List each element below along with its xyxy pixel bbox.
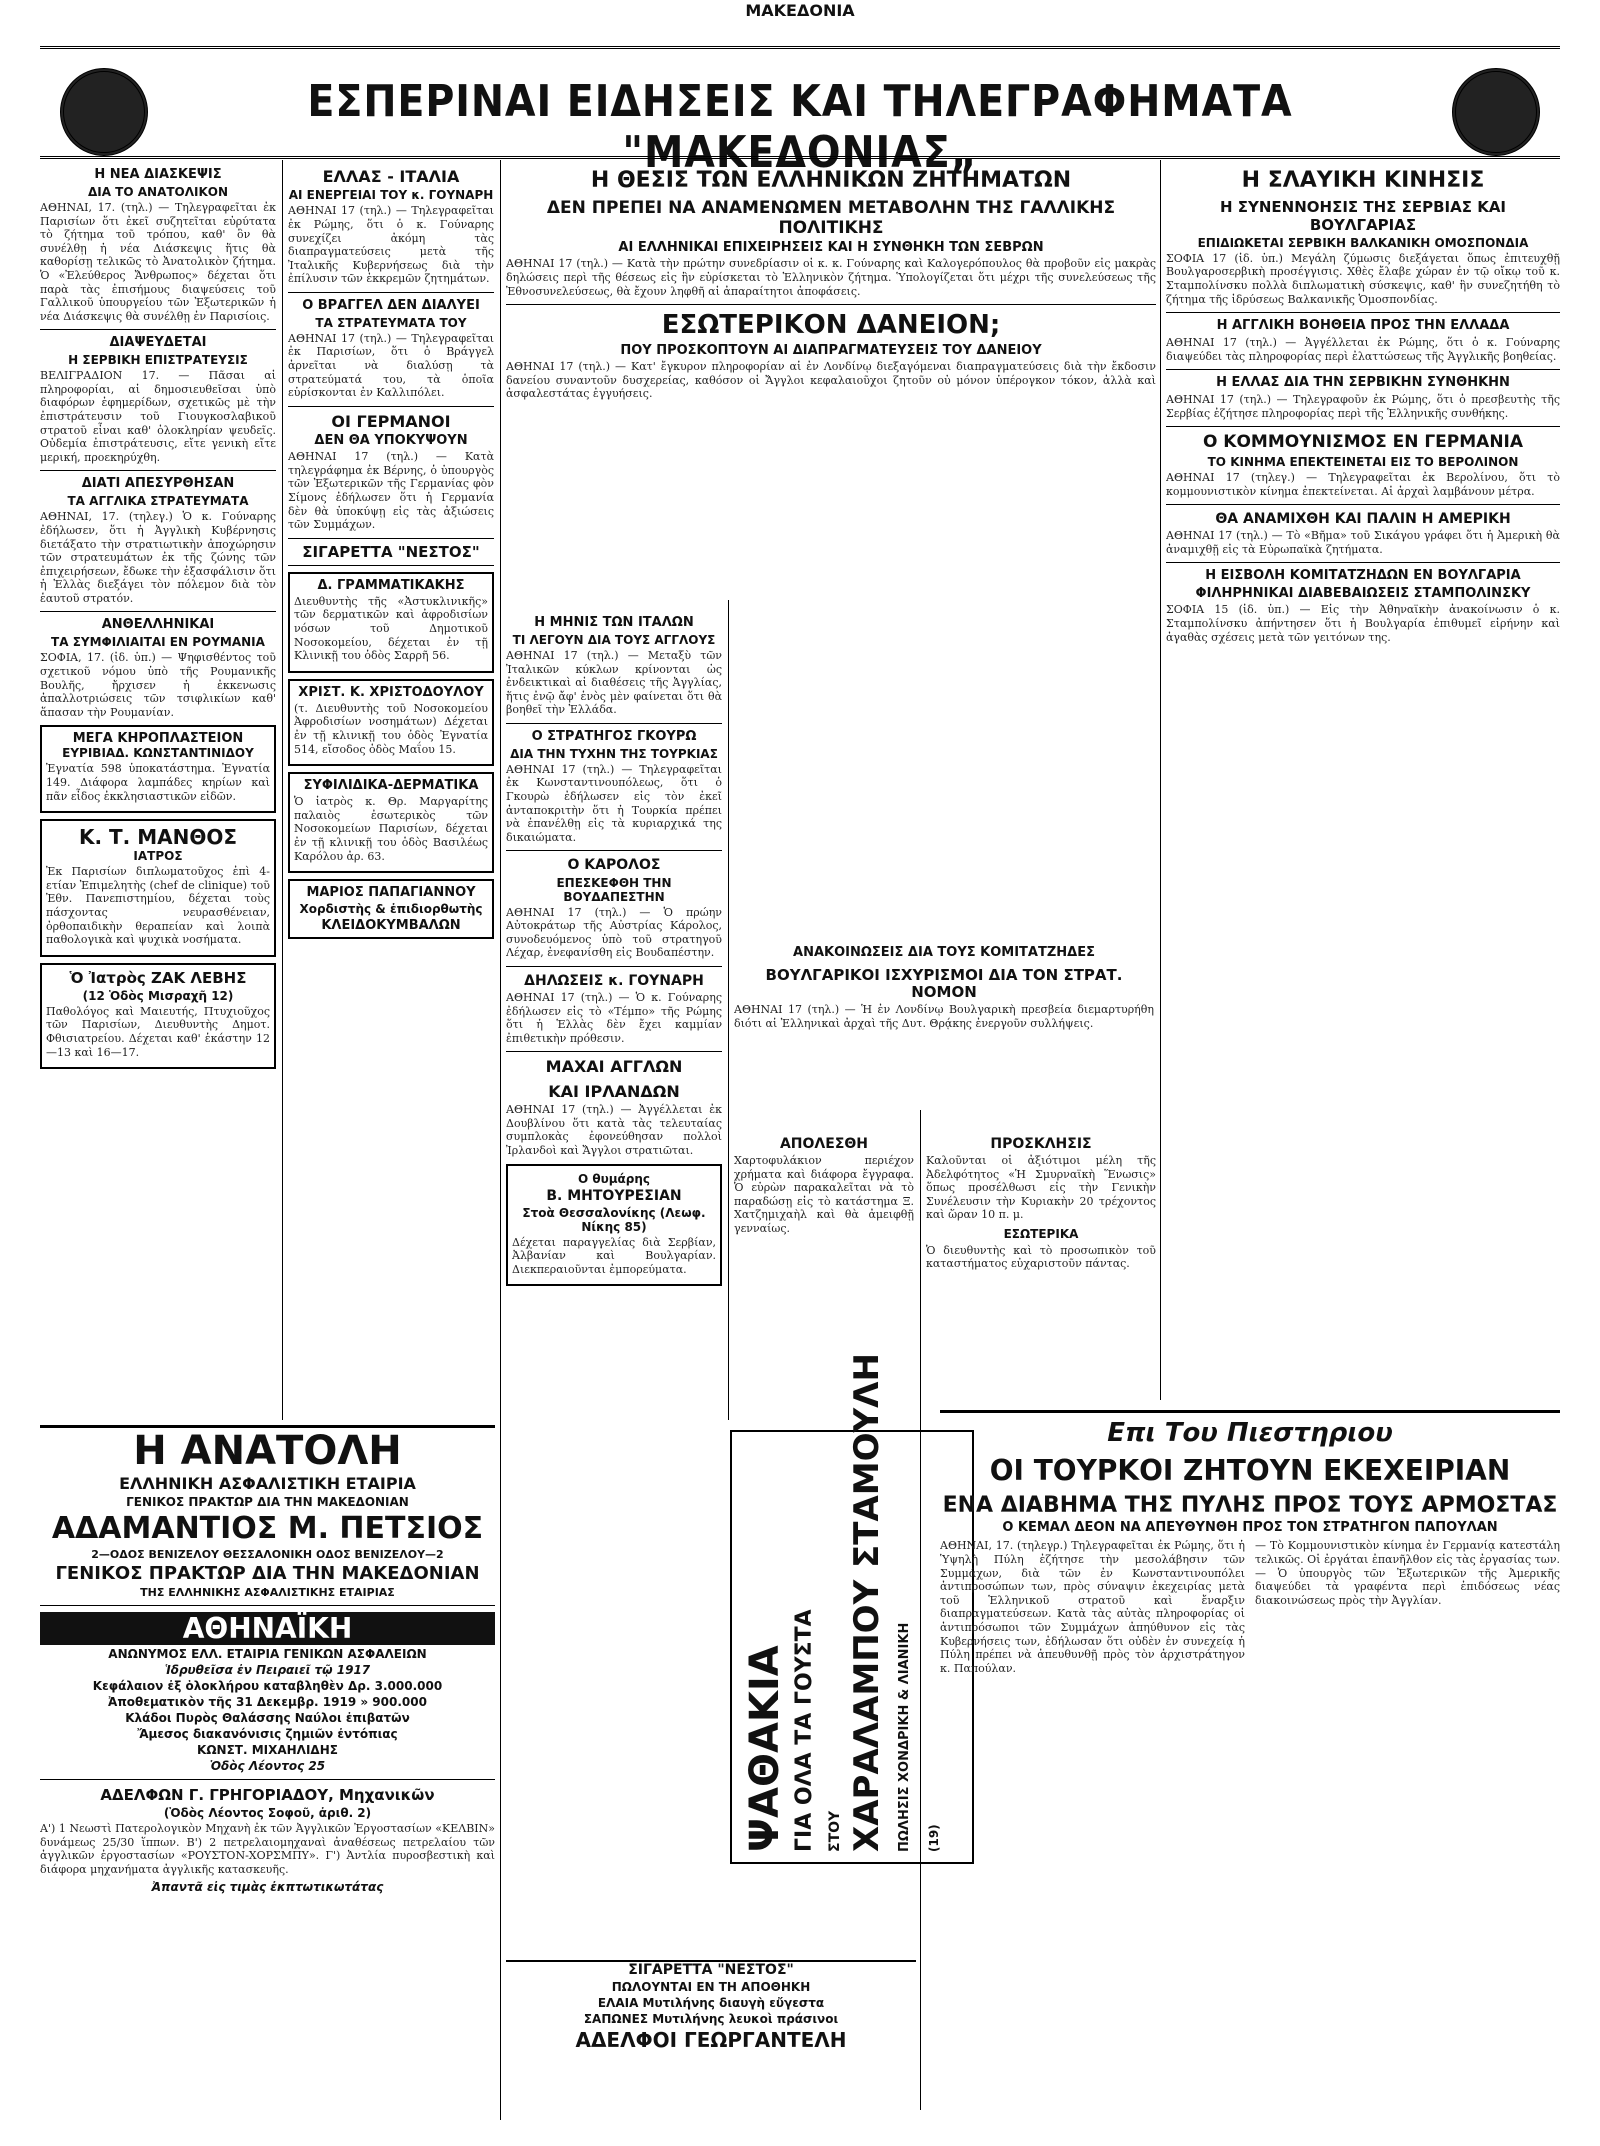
headline: ΔΙΑΨΕΥΔΕΤΑΙ [109, 335, 207, 351]
separator [506, 723, 722, 724]
article-text: ΑΘΗΝΑΙ 17 (τηλ.) — Κατ' ἔγκυρον πληροφορίαν αἱ ἐν Λονδίνῳ διεξαγόμεναι διαπραγματεύσεις διὰ τὴν ἔκδοσιν δανείου συναντοῦν δυσχερείας, καθόσον οἱ Ἄγγλοι κεφαλαιοῦχοι ζητοῦν οὐ μόνον ὑπέρογκον τόκον, ἀλλὰ καὶ ἀσφαλεστάτας ἐγγυήσεις. [506, 360, 1156, 401]
article-text: ΣΟΦΙΑ 17 (ἰδ. ὑπ.) Μεγάλη ζύμωσις διεξάγεται ὅπως ἐπιτευχθῇ Βουλγαροσερβικὴ προσέγγισις. Χθὲς ἔλαβε χώραν ἐν τῷ οἴκῳ τοῦ κ. Σταμπολίνσκυ πολλὰ διπλωματικὴ σύσκεψις, καθ' ἣν συνεζητήθη τὸ ζήτημα τῆς ἱδρύσεως Βαλκανικῆς Ὁμοσπονδίας. [1166, 251, 1560, 306]
article-text: ΑΘΗΝΑΙ, 17. (τηλεγ.) Ὁ κ. Γούναρης ἐδήλωσεν, ὅτι ἡ Ἀγγλικὴ Κυβέρνησις διετάξατο τὴν στρατιωτικὴν ἀποχώρησιν τῶν στρατευμάτων ἐκ τῆς ζώνης τῶν ἐπιχειρήσεων, ἔδωκε τὴν ἐξασφάλισιν ὅτι ἡ Ἑλλὰς διεξάγει τὸν πόλεμον διὰ τὸν ἑαυτοῦ στρατόν. [40, 510, 276, 605]
ad-text: ΣΑΠΩΝΕΣ Μυτιλήνης λευκοὶ πράσινοι [583, 2012, 839, 2026]
headline: ΕΝΑ ΔΙΑΒΗΜΑ ΤΗΣ ΠΥΛΗΣ ΠΡΟΣ ΤΟΥΣ ΑΡΜΟΣΤΑΣ [942, 1493, 1558, 1519]
column-3a [506, 610, 722, 2110]
headline: ΘΑ ΑΝΑΜΙΧΘΗ ΚΑΙ ΠΑΛΙΝ Η ΑΜΕΡΙΚΗ [1215, 511, 1511, 528]
bottom-ads [40, 1425, 495, 2118]
headline: Η ΘΕΣΙΣ ΤΩΝ ΕΛΛΗΝΙΚΩΝ ΖΗΤΗΜΑΤΩΝ [590, 168, 1072, 193]
ad-title: Δ. ΓΡΑΜΜΑΤΙΚΑΚΗΣ [317, 577, 465, 593]
separator [288, 406, 494, 407]
ad-text: Κλάδοι Πυρὸς Θαλάσσης Ναύλοι ἐπιβατῶν [125, 1711, 410, 1725]
headline: ΑΝΘΕΛΛΗΝΙΚΑΙ [101, 617, 215, 633]
article-text: Ὁ διευθυντὴς καὶ τὸ προσωπικὸν τοῦ καταστήματος εὐχαριστοῦν πάντας. [926, 1243, 1156, 1271]
ad-name: ΑΔΑΜΑΝΤΙΟΣ Μ. ΠΕΤΣΙΟΣ [51, 1511, 484, 1546]
ad-subtitle: ΙΑΤΡΟΣ [133, 849, 183, 864]
ad-subtitle: Χορδιστὴς & ἐπιδιορθωτὴς [299, 902, 483, 917]
column-rule [500, 160, 501, 2120]
article-text: ΑΘΗΝΑΙ 17 (τηλ.) — Τὸ «Βῆμα» τοῦ Σικάγου γράφει ὅτι ἡ Ἀμερικὴ θὰ ἀναμιχθῇ εἰς τὰ Εὐρωπαϊκὰ ζητήματα. [1166, 529, 1560, 556]
headline: ΔΙΑΤΙ ΑΠΕΣΥΡΘΗΣΑΝ [81, 476, 235, 492]
advertisement [288, 879, 494, 939]
article-text: — Τὸ Κομμουνιστικὸν κίνημα ἐν Γερμανίᾳ κατεστάλη τελικῶς. Οἱ ἐργάται ἐπανῆλθον εἰς τὰς ἐργασίας των. — Ὁ ὑπουργὸς τῶν Ἐξωτερικῶν τῆς Ἀμερικῆς διαψεύδει τὰ γραφέντα περὶ ἐπιδόσεως νέας διακοινώσεως πρὸς τὴν Ἀγγλίαν. [1255, 1539, 1560, 1607]
article-text: ΑΘΗΝΑΙ, 17. (τηλ.) — Τηλεγραφεῖται ἐκ Παρισίων ὅτι ἐκεῖ συζητεῖται εὐρύτατα τὸ ζήτημα τοῦ τρόπου, καθ' ὃν θὰ συνέλθῃ ἡ νέα Διάσκεψις ἥτις θὰ καθορίσῃ τελικῶς τὸ Ἀνατολικὸν ζήτημα. Ὁ «Ἐλεύθερος Ἄνθρωπος» δέχεται ὅτι παρὰ τὰς ἐπισήμους διαψεύσεις τοῦ Γαλλικοῦ ὑπουργείου τῶν Ἐξωτερικῶν ἡ νέα Διάσκεψις θὰ συνέλθῃ ἐν Παρισίοις. [40, 200, 276, 323]
ad-title: ΣΙΓΑΡΕΤΤΑ "ΝΕΣΤΟΣ" [628, 1962, 794, 1978]
separator [40, 611, 276, 612]
top-rule [40, 46, 1560, 49]
ad-title: ΜΑΡΙΟΣ ΠΑΠΑΓΙΑΝΝΟΥ [306, 885, 476, 901]
separator [40, 1605, 495, 1606]
headline: ΑΠΟΛΕΣΘΗ [779, 1136, 869, 1152]
subheadline: ΑΙ ΕΝΕΡΓΕΙΑΙ ΤΟΥ κ. ΓΟΥΝΑΡΗ [288, 188, 494, 203]
headline: ΕΛΛΑΣ - ΙΤΑΛΙΑ [322, 167, 460, 186]
separator [288, 292, 494, 293]
subheadline: Η ΣΕΡΒΙΚΗ ΕΠΙΣΤΡΑΤΕΥΣΙΣ [68, 353, 248, 368]
article-text: ΑΘΗΝΑΙ 17 (τηλ.) — Ὁ κ. Γούναρης ἐδήλωσεν εἰς τὸ «Τέμπο» τῆς Ρώμης ὅτι ἡ Ἑλλὰς δὲν ἔχει καμμίαν ἐπιθετικὴν πρόθεσιν. [506, 990, 722, 1045]
ad-text: ΕΛΑΙΑ Μυτιλήνης διαυγὴ εὔγεστα [597, 1996, 825, 2010]
headline: ΕΣΩΤΕΡΙΚΑ [1003, 1227, 1079, 1242]
subheadline: ΔΙΑ ΤΗΝ ΤΥΧΗΝ ΤΗΣ ΤΟΥΡΚΙΑΣ [510, 746, 718, 761]
banner-title: ΕΣΠΕΡΙΝΑΙ ΕΙΔΗΣΕΙΣ ΚΑΙ ΤΗΛΕΓΡΑΦΗΜΑΤΑ "ΜΑΚΕΔΟΝΙΑΣ„ [307, 76, 1293, 178]
ad-name: ΧΑΡΑΛΑΜΠΟΥ ΣΤΑΜΟΥΛΗ [847, 1353, 887, 1852]
subheadline: Ο ΚΕΜΑΛ ΔΕΟΝ ΝΑ ΑΠΕΥΘΥΝΘΗ ΠΡΟΣ ΤΟΝ ΣΤΡΑΤΗΓΟΝ ΠΑΠΟΥΛΑΝ [1002, 1520, 1498, 1536]
stop-press [940, 1410, 1560, 2113]
ad-text: Α') 1 Νεωστὶ Πατερολογικὸν Μηχανὴ ἐκ τῶν Ἀγγλικῶν Ἐργοστασίων «ΚΕΛΒΙΝ» δυνάμεως 25/30 ἵππων. Β') 2 πετρελαιομηχαναὶ ἀναθέσεως πετρελαίου τῶν ἀγγλικῶν ἐργοστασίων «ΡΟΥΣΤΟΝ-ΧΟΡΣΜΠΥ». Γ') Ἀντλία πυροσβεστικὴ καὶ διάφορα μηχανήματα ἀγγλικῆς κατασκευῆς. [40, 1822, 495, 1876]
ad-subtitle: Β. ΜΗΤΟΥΡΕΣΙΑΝ [546, 1187, 682, 1204]
column-rule [728, 600, 729, 1420]
column-5 [734, 1130, 914, 1430]
subheadline: ΑΙ ΕΛΛΗΝΙΚΑΙ ΕΠΙΧΕΙΡΗΣΕΙΣ ΚΑΙ Η ΣΥΝΘΗΚΗ ΤΩΝ ΣΕΒΡΩΝ [618, 240, 1044, 256]
stop-press-body [940, 1537, 1560, 1679]
headline: ΒΟΥΛΓΑΡΙΚΟΙ ΙΣΧΥΡΙΣΜΟΙ ΔΙΑ ΤΟΝ ΣΤΡΑΤ. ΝΟΜΟΝ [765, 965, 1123, 1002]
subheadline: ΤΑ ΣΤΡΑΤΕΥΜΑΤΑ ΤΟΥ [315, 315, 467, 330]
masthead: ΜΑΚΕΔΟΝΙΑ [745, 1, 855, 20]
separator [506, 966, 722, 967]
advertisement [288, 772, 494, 873]
article-text: ΑΘΗΝΑΙ 17 (τηλ.) — Τηλεγραφοῦν ἐκ Ρώμης, ὅτι ὁ πρεσβευτὴς τῆς Σερβίας ἐζήτησε πληροφορίας περὶ τῆς Ἑλληνικῆς συνθήκης. [1166, 393, 1560, 420]
ad-title: ΣΥΦΙΛΙΔΙΚΑ-ΔΕΡΜΑΤΙΚΑ [303, 778, 479, 794]
bottom-mid-ads [506, 1960, 916, 2112]
advertisement [506, 1164, 722, 1287]
ad-address: Ὁδὸς Λέοντος 25 [209, 1759, 326, 1773]
headline: Ο ΣΤΡΑΤΗΓΟΣ ΓΚΟΥΡΩ [531, 728, 697, 744]
headline: Η ΣΛΑΥΙΚΗ ΚΙΝΗΣΙΣ [1241, 168, 1485, 193]
headline: ΚΑΙ ΙΡΛΑΝΔΩΝ [548, 1081, 680, 1101]
ad-code: (19) [927, 1824, 941, 1852]
headline: ΔΗΛΩΣΕΙΣ κ. ΓΟΥΝΑΡΗ [524, 972, 704, 989]
headline: Η ΜΗΝΙΣ ΤΩΝ ΙΤΑΛΩΝ [534, 615, 694, 630]
ad-title: Ο θυμάρης [577, 1171, 651, 1186]
article-text: ΑΘΗΝΑΙ 17 (τηλ.) — Ἀγγέλλεται ἐκ Ρώμης, ὅτι ὁ κ. Γούναρης διαψεύδει τὰς πληροφορίας περὶ ἐλαττώσεως τῆς Ἀγγλικῆς βοηθείας. [1166, 336, 1560, 363]
subheadline: ΦΙΛΗΡΗΝΙΚΑΙ ΔΙΑΒΕΒΑΙΩΣΕΙΣ ΣΤΑΜΠΟΛΙΝΣΚΥ [1195, 586, 1531, 602]
advertisement [288, 679, 494, 766]
headline: Η ΕΙΣΒΟΛΗ ΚΟΜΙΤΑΤΖΗΔΩΝ ΕΝ ΒΟΥΛΓΑΡΙΑ [1205, 568, 1521, 584]
article-text: ΣΟΦΙΑ, 17. (ἰδ. ὑπ.) — Ψηφισθέντος τοῦ σχετικοῦ νόμου ὑπὸ τῆς Ρουμανικῆς Βουλῆς, ἤρχισεν ἡ ἐκκενωσις ἀπαλλοτριώσεις τῶν τσιφλικίων καθ' ἅπασαν τὴν Ρουμανίαν. [40, 651, 276, 719]
article-text: ΑΘΗΝΑΙ, 17. (τηλεγρ.) Τηλεγραφεῖται ἐκ Ρώμης, ὅτι ἡ Ὑψηλὴ Πύλη ἐζήτησε τὴν μεσολάβησιν τῶν Συμμάχων, διὰ τῶν ἐν Κωνσταντινουπόλει ἀντιπροσώπων των, πρὸς σύναψιν ἐκεχειρίας μετὰ τοῦ Ἑλληνικοῦ στρατοῦ καὶ ἔναρξιν διαπραγματεύσεων. Κατὰ τὰς αὐτὰς πληροφορίας οἱ ἀντιπρόσωποι τῶν Συμμάχων ἀπηύθυνον εἰς τὰς Κυβερνήσεις των, ἐδήλωσαν ὅτι οὐδὲν ἐν συνεχείᾳ ἡ Πύλη πρέπει νὰ ἀπευθυνθῇ πρὸς τὸν ἀρχιστράτηγον κ. Παπούλαν. [940, 1539, 1245, 1675]
ad-text: Ὁ ἰατρὸς κ. Θρ. Μαργαρίτης παλαιὸς ἐσωτερικὸς τῶν Νοσοκομείων Παρισίων, δέχεται ἐν τῇ κλινικῇ του ὁδὸς Βασιλέως Καρόλου ἀρ. 63. [294, 795, 488, 863]
separator [1166, 562, 1560, 563]
ad-title: ΨΑΘΑΚΙΑ [742, 1645, 788, 1852]
advertisement [40, 963, 276, 1069]
headline: ΟΙ ΤΟΥΡΚΟΙ ΖΗΤΟΥΝ ΕΚΕΧΕΙΡΙΑΝ [989, 1453, 1511, 1487]
ad-text: Ἐκ Παρισίων διπλωματοῦχος ἐπὶ 4-ετίαν Ἐπιμελητὴς (chef de clinique) τοῦ Ἐθν. Πανεπιστημίου, δέχεται τοὺς πάσχοντας νευρασθένειαν, ὀρθοπαιδικὴν θεραπείαν καὶ λοιπὰ παθολογικὰ καὶ ψυχικὰ νοσήματα. [46, 865, 270, 947]
section-title: Επι Του Πιεστηριου [1107, 1418, 1393, 1448]
ad-subtitle: ΚΛΕΙΔΟΚΥΜΒΑΛΩΝ [321, 918, 461, 934]
advertisement [288, 538, 494, 566]
separator [1166, 504, 1560, 505]
article-text: Καλοῦνται οἱ ἀξιότιμοι μέλη τῆς Ἀδελφότητος «Ἡ Σμυρναϊκὴ Ἕνωσις» ὅπως προσέλθωσι εἰς τὴν Γενικὴν Συνέλευσιν τὴν Κυριακὴν 20 τρέχοντος καὶ ὥραν 10 π. μ. [926, 1154, 1156, 1222]
headline: ΟΙ ΓΕΡΜΑΝΟΙ [331, 411, 451, 431]
article-text: ΒΕΛΙΓΡΑΔΙΟΝ 17. — Πᾶσαι αἱ πληροφορίαι, αἱ δημοσιευθεῖσαι ὑπὸ διαφόρων ἐφημερίδων, σχετικῶς μὲ τὴν ἐπιστράτευσιν τοῦ Γιουγκοσλαβικοῦ στρατοῦ εἶναι καθ' ὁλοκληρίαν ψευδεῖς. Οὐδεμία ἐπιστράτευσις, εἴτε γενικὴ εἴτε μερική, προεκηρύχθη. [40, 369, 276, 464]
ad-text: (τ. Διευθυντὴς τοῦ Νοσοκομείου Ἀφροδισίων νοσημάτων) Δέχεται ἐν τῇ κλινικῇ του ὁδὸς Ἐγνατία 514, εἴσοδος ὁδὸς Μαΐου 15. [294, 701, 488, 756]
article-text: ΑΘΗΝΑΙ 17 (τηλ.) — Ὁ πρώην Αὐτοκράτωρ τῆς Αὐστρίας Κάρολος, συνοδευόμενος ὑπὸ τοῦ στρατηγοῦ Λέχαρ, ἐνεφανίσθη εἰς Βουδαπέστην. [506, 905, 722, 960]
vertical-advertisement [730, 1353, 974, 1864]
ad-subtitle: ΕΛΛΗΝΙΚΗ ΑΣΦΑΛΙΣΤΙΚΗ ΕΤΑΙΡΙΑ [119, 1474, 416, 1493]
subheadline: ΠΟΥ ΠΡΟΣΚΟΠΤΟΥΝ ΑΙ ΔΙΑΠΡΑΓΜΑΤΕΥΣΕΙΣ ΤΟΥ ΔΑΝΕΙΟΥ [620, 343, 1042, 359]
ad-subtitle: ΓΕΝΙΚΟΣ ΠΡΑΚΤΩΡ ΔΙΑ ΤΗΝ ΜΑΚΕΔΟΝΙΑΝ [126, 1495, 409, 1509]
ad-text: Ἀποθεματικὸν τῆς 31 Δεκεμβρ. 1919 » 900.000 [108, 1695, 427, 1709]
separator [1166, 369, 1560, 370]
advertisement [40, 819, 276, 957]
ad-text: Ἐγνατία 598 ὑποκατάστημα. Ἐγνατία 149. Διάφορα λαμπάδες κηρίων καὶ πᾶν εἶδος ἐκκλησιαστικῶν εἰδῶν. [46, 762, 270, 803]
ad-title: ΜΕΓΑ ΚΗΡΟΠΛΑΣΤΕΙΟΝ [72, 731, 244, 747]
column-4 [1166, 162, 1560, 1402]
ad-title: ΑΘΗΝΑΪΚΗ [40, 1612, 495, 1645]
headline: ΕΣΩΤΕΡΙΚΟΝ ΔΑΝΕΙΟΝ; [661, 310, 1001, 341]
ad-text: Κεφάλαιον ἐξ ὁλοκλήρου καταβληθὲν Δρ. 3.000.000 [92, 1679, 443, 1693]
ad-subtitle: ΑΝΩΝΥΜΟΣ ΕΛΛ. ΕΤΑΙΡΙΑ ΓΕΝΙΚΩΝ ΑΣΦΑΛΕΙΩΝ [108, 1647, 427, 1661]
ad-subtitle: ΠΩΛΟΥΝΤΑΙ ΕΝ ΤΗ ΑΠΟΘΗΚΗ [611, 1980, 811, 1994]
ad-text: Δέχεται παραγγελίας διὰ Σερβίαν, Ἀλβανίαν καὶ Βουλγαρίαν. Διεκπεραιοῦνται ἐμπορεύματα. [512, 1235, 716, 1276]
column-rule [282, 160, 283, 1420]
advertisement [288, 572, 494, 673]
separator [40, 329, 276, 330]
ad-address: (Ὁδὸς Λέοντος Σοφοῦ, ἀριθ. 2) [163, 1806, 372, 1820]
article-text: ΑΘΗΝΑΙ 17 (τηλεγ.) — Τηλεγραφεῖται ἐκ Βερολίνου, ὅτι τὸ κομμουνιστικὸν κίνημα ἐπεκτείνεται. Αἱ ἀρχαὶ λαμβάνουν μέτρα. [1166, 470, 1560, 498]
headline: Η ΣΥΝΕΝΝΟΗΣΙΣ ΤΗΣ ΣΕΡΒΙΑΣ ΚΑΙ ΒΟΥΛΓΑΡΙΑΣ [1219, 198, 1507, 234]
subheadline: ΕΠΕΣΚΕΦΘΗ ΤΗΝ ΒΟΥΔΑΠΕΣΤΗΝ [556, 875, 672, 904]
article-text: ΑΘΗΝΑΙ 17 (τηλ.) — Τηλεγραφεῖται ἐκ Παρισίων, ὅτι ὁ Βράγγελ ἀρνεῖται νὰ διαλύσῃ τὰ στρατεύματά του, τὰ ὁποῖα εὑρίσκονται ἐν Καλλιπόλει. [288, 331, 494, 400]
article-text: ΑΘΗΝΑΙ 17 (τηλ.) — Κατὰ τὴν πρώτην συνεδρίασιν οἱ κ. κ. Γούναρης καὶ Καλογερόπουλος θὰ προβοῦν εἰς μακρὰς δηλώσεις περὶ τῆς θέσεως εἰς ἣν εὑρίσκεται τὸ Ἑλληνικὸν ζήτημα. Ὑπολογίζεται ὅτι μέχρι τῆς συνελεύσεως τῆς Ἐθνοσυνελεύσεως, θὰ ἔχουν ληφθῆ αἱ ἀπαραίτητοι ἀποφάσεις. [506, 257, 1156, 298]
subheadline: ΤΟ ΚΙΝΗΜΑ ΕΠΕΚΤΕΙΝΕΤΑΙ ΕΙΣ ΤΟ ΒΕΡΟΛΙΝΟΝ [1207, 454, 1519, 469]
subheadline: ΤΑ ΑΓΓΛΙΚΑ ΣΤΡΑΤΕΥΜΑΤΑ [67, 494, 249, 509]
headline: Ο ΚΟΜΜΟΥΝΙΣΜΟΣ ΕΝ ΓΕΡΜΑΝΙΑ [1202, 432, 1524, 453]
ad-text: Ἀπαντᾶ εἰς τιμὰς ἐκπτωτικωτάτας [151, 1880, 384, 1895]
ad-name: ΑΔΕΛΦΟΙ ΓΕΩΡΓΑΝΤΕΛΗ [575, 2028, 847, 2052]
column-3-top [506, 162, 1156, 602]
ad-title: ΑΔΕΛΦΩΝ Γ. ΓΡΗΓΟΡΙΑΔΟΥ, Μηχανικῶν [100, 1786, 435, 1804]
seal-left-icon [60, 68, 148, 156]
ad-subtitle: ΣΤΟΥ [827, 1810, 843, 1852]
headline: Η ΑΓΓΛΙΚΗ ΒΟΗΘΕΙΑ ΠΡΟΣ ΤΗΝ ΕΛΛΑΔΑ [1216, 318, 1510, 334]
article-text: ΑΘΗΝΑΙ 17 (τηλ.) — Τηλεγραφεῖται ἐκ Ρώμης, ὅτι ὁ κ. Γούναρης συνεχίζει ἀκόμη τὰς διαπραγματεύσεις μετὰ τῆς Ἰταλικῆς Κυβερνήσεως διὰ τὴν ἐπίλυσιν τῶν ἐκκρεμῶν ζητημάτων. [288, 204, 494, 286]
subheadline: ΤΑ ΣΥΜΦΙΛΙΑΙΤΑΙ ΕΝ ΡΟΥΜΑΝΙΑ [51, 635, 265, 650]
ad-title: ΣΙΓΑΡΕΤΤΑ "ΝΕΣΤΟΣ" [302, 542, 480, 561]
headline: Ο ΒΡΑΓΓΕΛ ΔΕΝ ΔΙΑΛΥΕΙ [302, 297, 480, 313]
ad-address: 2—ΟΔΟΣ ΒΕΝΙΖΕΛΟΥ ΘΕΣΣΑΛΟΝΙΚΗ ΟΔΟΣ ΒΕΝΙΖΕΛΟΥ—2 [91, 1548, 444, 1561]
subheadline: ΔΙΑ ΤΟ ΑΝΑΤΟΛΙΚΟΝ [87, 184, 229, 199]
separator [506, 850, 722, 851]
advertisement [40, 725, 276, 813]
headline: ΑΝΑΚΟΙΝΩΣΕΙΣ ΔΙΑ ΤΟΥΣ ΚΟΜΙΤΑΤΖΗΔΕΣ [793, 945, 1095, 960]
subheadline: ΕΠΙΔΙΩΚΕΤΑΙ ΣΕΡΒΙΚΗ ΒΑΛΚΑΝΙΚΗ ΟΜΟΣΠΟΝΔΙΑ [1197, 235, 1529, 250]
separator [40, 470, 276, 471]
ad-subtitle: Στοὰ Θεσσαλονίκης (Λεωφ. Νίκης 85) [522, 1205, 706, 1234]
ad-title: Ὁ Ἰατρὸς ΖΑΚ ΛΕΒΗΣ [69, 968, 247, 987]
ad-subtitle: (12 Ὁδὸς Μισραχῆ 12) [82, 988, 234, 1003]
article-text: ΑΘΗΝΑΙ 17 (τηλ.) — Ἡ ἐν Λονδίνῳ Βουλγαρικὴ πρεσβεία διεμαρτυρήθη διότι αἱ Ἑλληνικαὶ ἀρχαὶ τῆς Δυτ. Θρᾴκης ἐνεργοῦν συλλήψεις. [734, 1003, 1154, 1031]
ad-title: ΧΡΙΣΤ. Κ. ΧΡΙΣΤΟΔΟΥΛΟΥ [298, 684, 484, 700]
ad-title: Κ. Τ. ΜΑΝΘΟΣ [78, 825, 238, 850]
headline: ΔΕΝ ΠΡΕΠΕΙ ΝΑ ΑΝΑΜΕΝΩΜΕΝ ΜΕΤΑΒΟΛΗΝ ΤΗΣ ΓΑΛΛΙΚΗΣ ΠΟΛΙΤΙΚΗΣ [546, 198, 1116, 238]
ad-subtitle: ΤΗΣ ΕΛΛΗΝΙΚΗΣ ΑΣΦΑΛΙΣΤΙΚΗΣ ΕΤΑΙΡΙΑΣ [140, 1586, 395, 1599]
headline: Η ΝΕΑ ΔΙΑΣΚΕΨΙΣ [94, 167, 222, 182]
ad-name: ΚΩΝΣΤ. ΜΙΧΑΗΛΙΔΗΣ [197, 1743, 338, 1757]
ad-text: Παθολόγος καὶ Μαιευτής, Πτυχιοῦχος τῶν Παρισίων, Διευθυντὴς Δημοτ. Φθισιατρείου. Δέχεται καθ' ἑκάστην 12—13 καὶ 16—17. [46, 1004, 270, 1059]
separator [506, 1051, 722, 1052]
article-text: ΣΟΦΙΑ 15 (ἰδ. ὑπ.) — Εἰς τὴν Ἀθηναϊκὴν ἀνακοίνωσιν ὁ κ. Σταμπολίνσκυ ἀπήντησεν ὅτι ἡ Βουλγαρία ἐπιθυμεῖ εἰρήνην καὶ ἀγαθὰς σχέσεις μετὰ τῶν γειτόνων της. [1166, 603, 1560, 644]
column-rule [1160, 160, 1161, 1400]
separator [40, 1779, 495, 1780]
ad-subtitle: ΓΙΑ ΟΛΑ ΤΑ ΓΟΥΣΤΑ [792, 1609, 817, 1852]
ad-subtitle: ΓΕΝΙΚΟΣ ΠΡΑΚΤΩΡ ΔΙΑ ΤΗΝ ΜΑΚΕΔΟΝΙΑΝ [55, 1563, 480, 1584]
separator [506, 304, 1156, 305]
column-1 [40, 162, 276, 1420]
article-text: ΑΘΗΝΑΙ 17 (τηλ.) — Ἀγγέλλεται ἐκ Δουβλίνου ὅτι κατὰ τὰς τελευταίας συμπλοκὰς ἐφονεύθησαν πολλοὶ Ἰρλανδοὶ καὶ Ἄγγλοι στρατιῶται. [506, 1103, 722, 1157]
separator [1166, 312, 1560, 313]
ad-subtitle: ΕΥΡΙΒΙΑΔ. ΚΩΝΣΤΑΝΤΙΝΙΔΟΥ [62, 746, 254, 761]
ad-text: Διευθυντὴς τῆς «Ἀστυκλινικῆς» τῶν δερματικῶν καὶ ἀφροδισίων νόσων τοῦ Δημοτικοῦ Νοσοκομείου, δέχεται ἐν τῇ Κλινικῇ του ὁδὸς Σαρρῆ 56. [294, 594, 488, 663]
ad-text: ΠΩΛΗΣΙΣ ΧΟΝΔΡΙΚΗ & ΛΙΑΝΙΚΗ [897, 1622, 912, 1852]
headline: ΜΑΧΑΙ ΑΓΓΛΩΝ [545, 1057, 683, 1077]
column-2 [288, 162, 494, 1420]
subheadline: ΔΕΝ ΘΑ ΥΠΟΚΥΨΟΥΝ [314, 433, 468, 449]
ad-text: Ἱδρυθεῖσα ἐν Πειραιεῖ τῷ 1917 [164, 1663, 371, 1677]
article-text: ΑΘΗΝΑΙ 17 (τηλ.) — Κατὰ τηλεγράφημα ἐκ Βέρνης, ὁ ὑπουργὸς τῶν Ἐξωτερικῶν τῆς Γερμανίας φὸν Σίμονς ἐδήλωσεν ὅτι ἡ Γερμανία δὲν θὰ ὑποκύψῃ εἰς τὰς ἀξιώσεις τῶν Συμμάχων. [288, 450, 494, 532]
banner-rule [40, 156, 1560, 159]
column-5b [926, 1130, 1156, 1430]
headline: ΠΡΟΣΚΛΗΣΙΣ [990, 1136, 1092, 1152]
article-text: ΑΘΗΝΑΙ 17 (τηλ.) — Μεταξὺ τῶν Ἰταλικῶν κύκλων κρίνονται ὡς ἐνδεικτικαὶ αἱ διαθέσεις τῆς Ἀγγλίας, ἥτις ἐνῷ ἄφ' ἑνὸς μὲν φαίνεται ὅτι θὰ βοηθεῖ τὴν Ἑλλάδα. [506, 648, 722, 717]
article-text: ΑΘΗΝΑΙ 17 (τηλ.) — Τηλεγραφεῖται ἐκ Κωνσταντινουπόλεως, ὅτι ὁ Γκουρὼ ἐδήλωσεν εἰς τὸν ἐκεῖ ἀνταποκριτὴν ὅτι ἡ Τουρκία πρέπει νὰ ἐπανέλθῃ εἰς τὰ κυριαρχικά της δικαιώματα. [506, 762, 722, 844]
article-text: Χαρτοφυλάκιον περιέχον χρήματα καὶ διάφορα ἔγγραφα. Ὁ εὑρὼν παρακαλεῖται νὰ τὸ παραδώσῃ εἰς τὸ κατάστημα Ξ. Χατζημιχαὴλ καὶ θὰ ἀμειφθῇ γενναίως. [734, 1154, 914, 1236]
ad-title: Η ΑΝΑΤΟΛΗ [133, 1428, 402, 1474]
separator [1166, 426, 1560, 427]
headline: Ο ΚΑΡΟΛΟΣ [567, 857, 661, 874]
ad-text: Ἄμεσος διακανόνισις ζημιῶν ἐντόπιας [137, 1727, 398, 1741]
headline: Η ΕΛΛΑΣ ΔΙΑ ΤΗΝ ΣΕΡΒΙΚΗΝ ΣΥΝΘΗΚΗΝ [1216, 375, 1510, 391]
subheadline: ΤΙ ΛΕΓΟΥΝ ΔΙΑ ΤΟΥΣ ΑΓΓΛΟΥΣ [512, 632, 716, 647]
seal-right-icon [1452, 68, 1540, 156]
